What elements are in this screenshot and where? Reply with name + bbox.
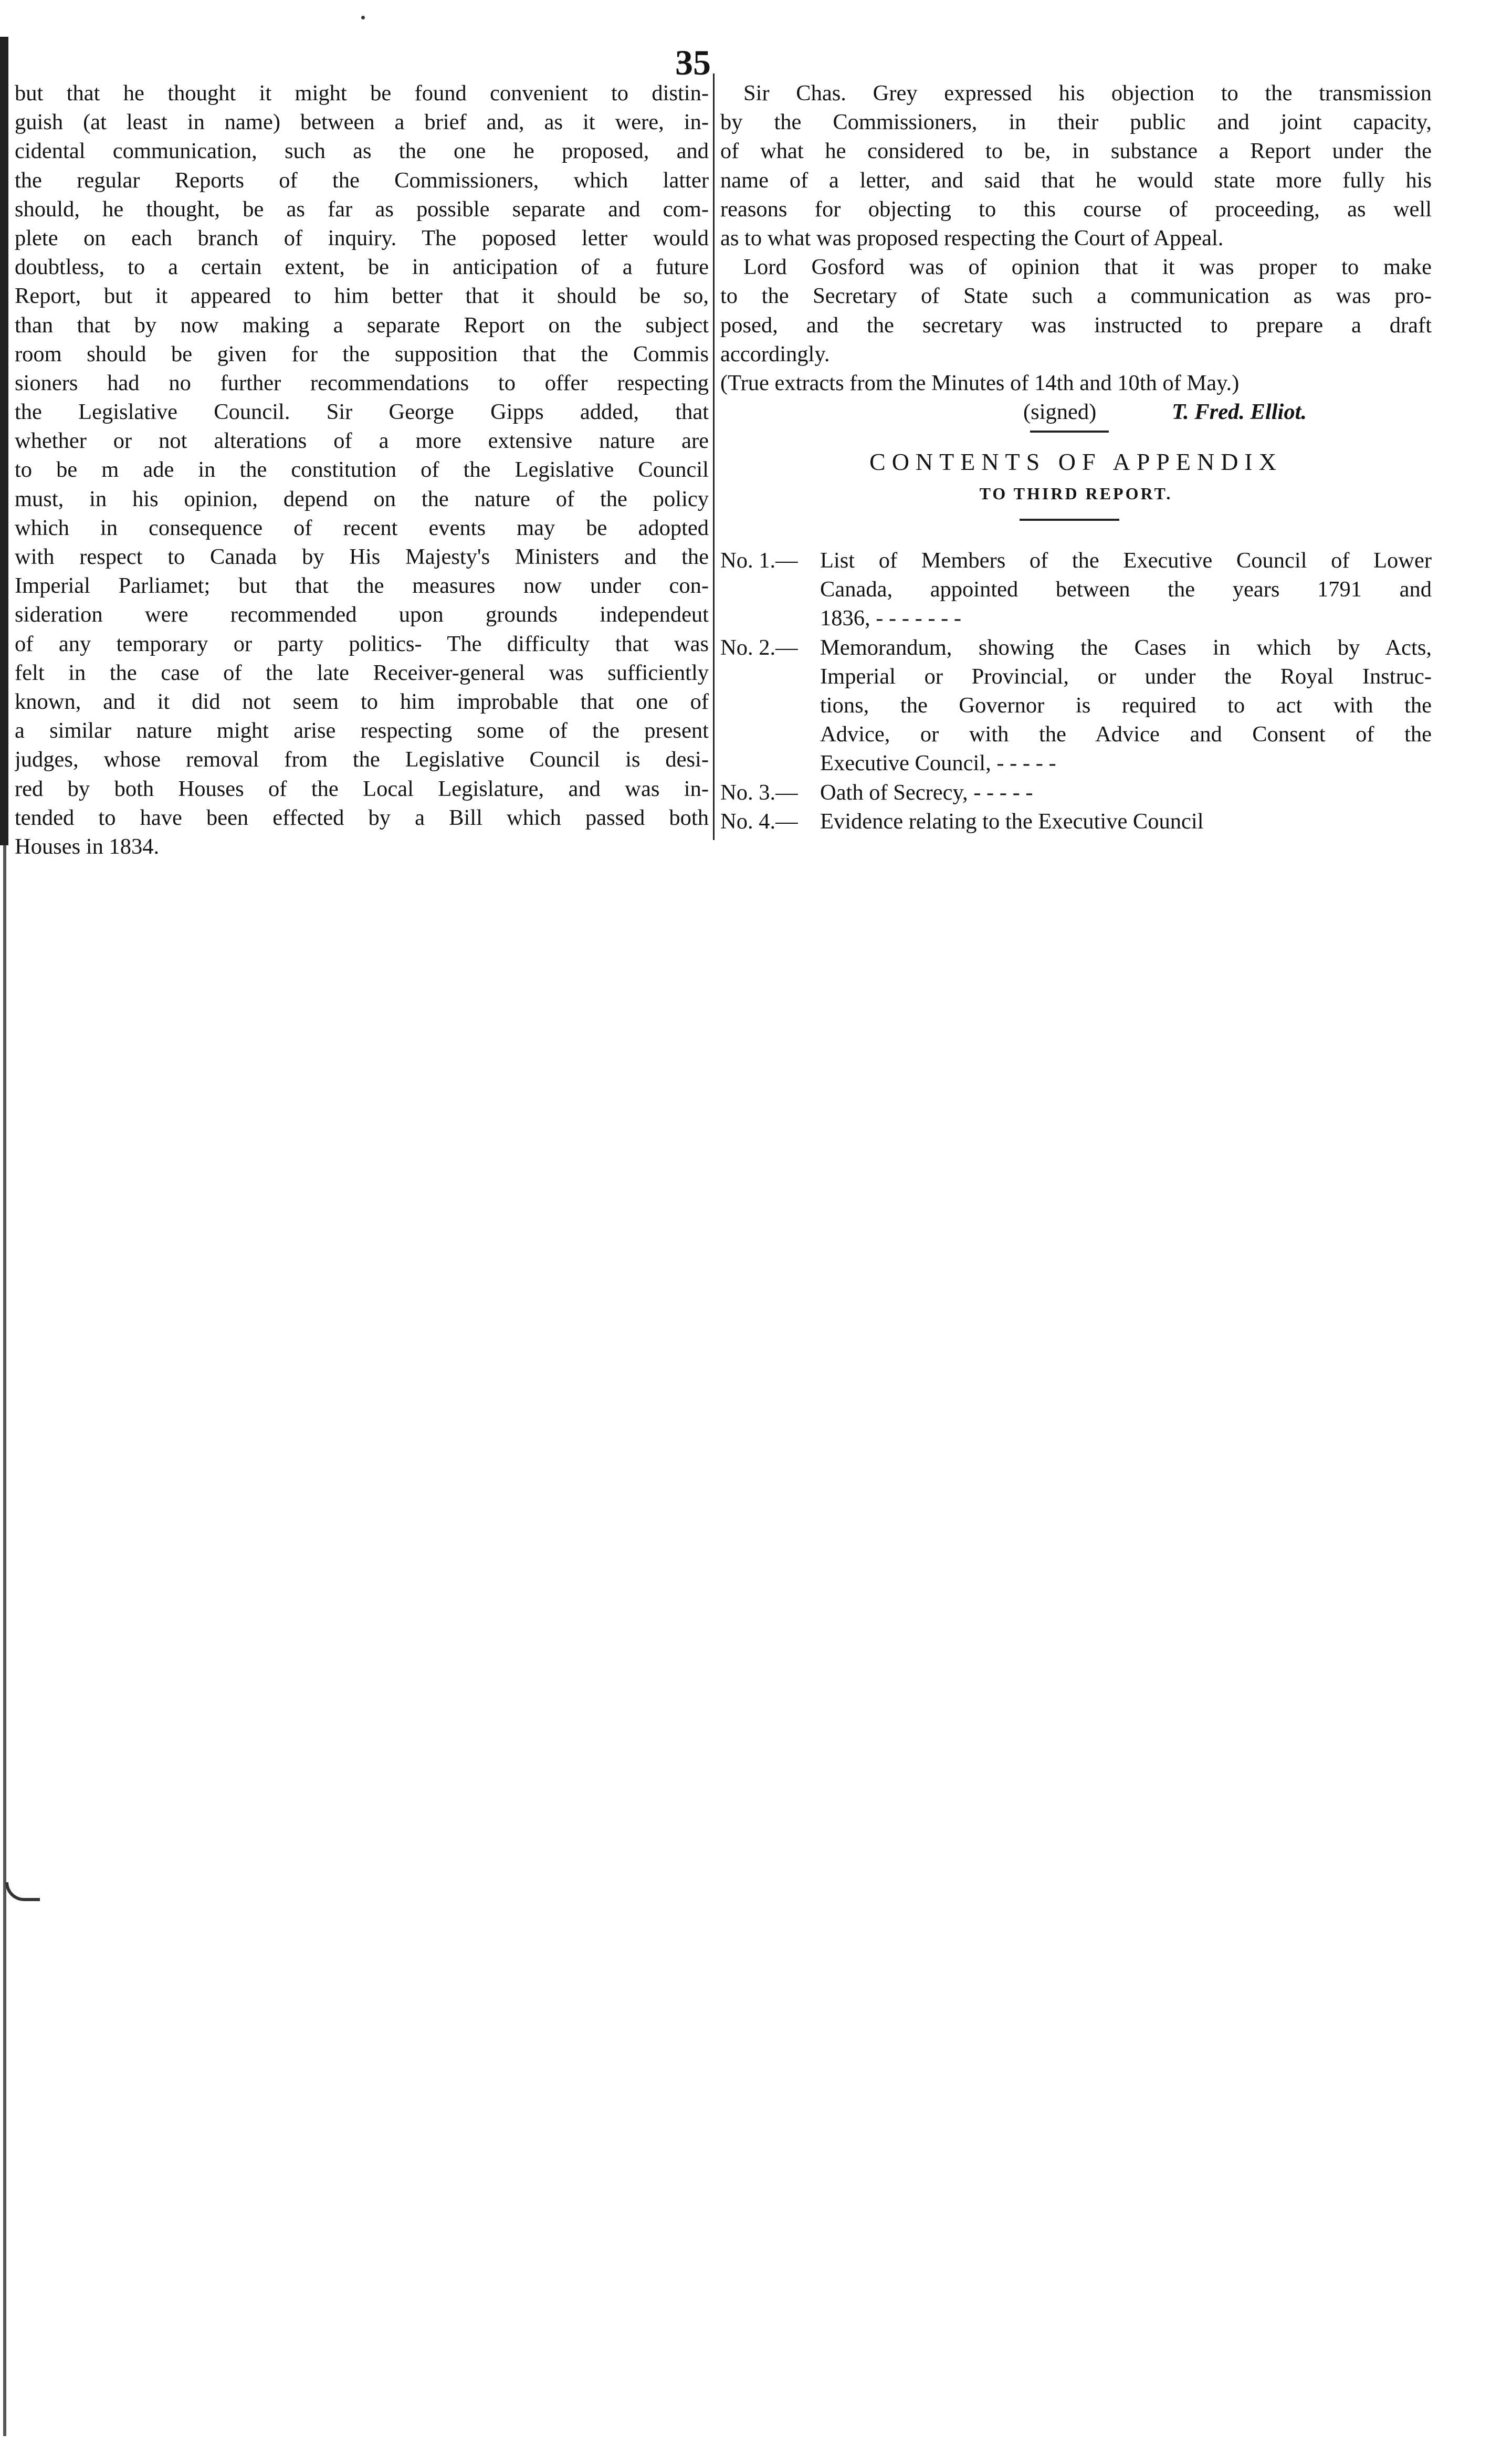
text-line: room should be given for the supposition that the Commis xyxy=(15,341,709,366)
binding-edge-mark xyxy=(0,37,8,845)
text-line: reasons for objecting to this course of proceeding, as well xyxy=(720,196,1432,222)
text-line: must, in his opinion, depend on the nature of the policy xyxy=(15,486,709,511)
list-item xyxy=(720,633,1432,778)
appendix-heading: CONTENTS OF APPENDIX xyxy=(869,448,1283,475)
section-rule xyxy=(1020,519,1119,521)
text-line: a similar nature might arise respecting some of the present xyxy=(15,718,709,743)
text-line: by the Commissioners, in their public and joint capacity, xyxy=(720,110,1432,135)
text-line: to the Secretary of State such a communication as was pro- xyxy=(720,284,1432,309)
entry-number: No. 2.— xyxy=(720,635,798,660)
text-line: the regular Reports of the Commissioners, which latter xyxy=(15,167,709,193)
text-line: Houses in 1834. xyxy=(15,834,160,859)
page-number: 35 xyxy=(675,43,711,82)
text-line: whether or not alterations of a more extensive nature are xyxy=(15,428,709,454)
ink-speck xyxy=(361,16,365,19)
entry-number: No. 3.— xyxy=(720,780,798,805)
text-line: as to what was proposed respecting the Court of Appeal. xyxy=(720,225,1224,250)
text-line: Report, but it appeared to him better that it should be so, xyxy=(15,284,709,309)
text-line: accordingly. xyxy=(720,341,830,366)
list-item xyxy=(720,807,1432,836)
entry-text-line: 1836, - - - - - - - xyxy=(820,606,962,631)
appendix-subheading: TO THIRD REPORT. xyxy=(979,484,1173,503)
list-item xyxy=(720,546,1432,633)
entry-text-line: Executive Council, - - - - - xyxy=(820,751,1056,776)
text-line: sioners had no further recommendations to offer respecting xyxy=(15,370,709,395)
entry-text-line: Advice, or with the Advice and Consent of the xyxy=(820,722,1432,747)
list-item xyxy=(720,778,1432,807)
left-column xyxy=(15,79,709,861)
entry-text-line: Canada, appointed between the years 1791 and xyxy=(820,577,1432,602)
extract-note xyxy=(720,369,1432,397)
text-line: sideration were recommended upon grounds independeut xyxy=(15,602,709,627)
text-line: name of a letter, and said that he would state more fully his xyxy=(720,167,1432,193)
appendix-contents-list xyxy=(720,546,1432,836)
entry-number: No. 1.— xyxy=(720,548,798,573)
entry-text-line: Memorandum, showing the Cases in which by Acts, xyxy=(820,635,1432,660)
entry-text-line: Imperial or Provincial, or under the Royal Instruc- xyxy=(820,664,1432,689)
text-line: should, he thought, be as far as possible separate and com- xyxy=(15,196,709,222)
entry-text-line: Oath of Secrecy, - - - - - xyxy=(820,780,1033,805)
text-line: but that he thought it might be found convenient to distin- xyxy=(15,81,709,106)
text-line: plete on each branch of inquiry. The poposed letter would xyxy=(15,225,709,250)
text-line: which in consequence of recent events may be adopted xyxy=(15,515,709,540)
text-line: doubtless, to a certain extent, be in anticipation of a future xyxy=(15,255,709,280)
grey-objection-paragraph xyxy=(720,79,1432,253)
text-line: red by both Houses of the Local Legislature, and was in- xyxy=(15,776,709,801)
text-line: judges, whose removal from the Legislative Council is desi- xyxy=(15,747,709,772)
signature-line xyxy=(720,397,1432,426)
text-line: felt in the case of the late Receiver-general was sufficiently xyxy=(15,660,709,685)
text-line: with respect to Canada by His Majesty's Ministers and the xyxy=(15,544,709,569)
text-line: (True extracts from the Minutes of 14th and 10th of May.) xyxy=(720,370,1240,395)
text-line: Sir Chas. Grey expressed his objection to the transmission xyxy=(743,81,1432,106)
text-line: the Legislative Council. Sir George Gipps added, that xyxy=(15,400,709,425)
signatory-name: T. Fred. Elliot. xyxy=(1172,400,1307,425)
entry-number: No. 4.— xyxy=(720,809,798,834)
text-line: of what he considered to be, in substance a Report under the xyxy=(720,139,1432,164)
right-column xyxy=(720,79,1432,834)
text-line: of any temporary or party politics- The difficulty that was xyxy=(15,631,709,656)
section-rule xyxy=(1030,431,1109,433)
text-line: Imperial Parliamet; but that the measures now under con- xyxy=(15,573,709,599)
text-line: guish (at least in name) between a brief and, as it were, in- xyxy=(15,110,709,135)
text-line: than that by now making a separate Report on the subject xyxy=(15,312,709,338)
text-line: tended to have been effected by a Bill which passed both xyxy=(15,805,709,830)
binding-edge-mark-lower xyxy=(3,845,6,2436)
text-line: to be m ade in the constitution of the Legislative Council xyxy=(15,457,709,482)
text-line: Lord Gosford was of opinion that it was proper to make xyxy=(743,255,1432,280)
text-line: cidental communication, such as the one he proposed, and xyxy=(15,139,709,164)
signed-label: (signed) xyxy=(1023,400,1097,425)
entry-text-line: Evidence relating to the Executive Council xyxy=(820,809,1204,834)
binding-hook-mark xyxy=(5,1882,40,1901)
text-line: posed, and the secretary was instructed to prepare a draft xyxy=(720,312,1432,338)
entry-text-line: List of Members of the Executive Council of Lower xyxy=(820,548,1432,573)
left-column-paragraph xyxy=(15,79,709,861)
text-line: known, and it did not seem to him improbable that one of xyxy=(15,689,709,714)
gosford-opinion-paragraph xyxy=(720,253,1432,369)
entry-text-line: tions, the Governor is required to act with the xyxy=(820,693,1432,718)
column-divider xyxy=(713,74,715,840)
